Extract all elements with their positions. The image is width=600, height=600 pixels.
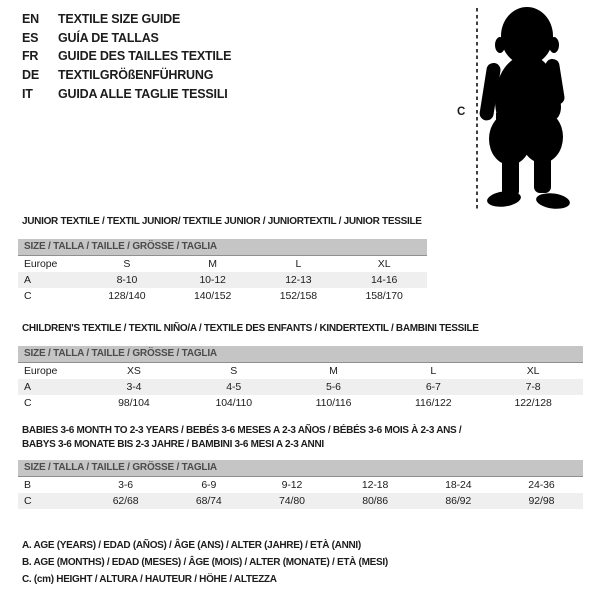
row-label: Europe [24,365,58,377]
language-row-de [22,66,231,85]
language-code: EN [22,12,39,26]
size-cell: L [430,365,437,377]
row-label: C [24,397,32,409]
height-cell: 140/152 [193,290,232,302]
junior-table-title: JUNIOR TEXTILE / TEXTIL JUNIOR/ TEXTILE JUNIOR / JUNIORTEXTIL / JUNIOR TESSILE [22,216,422,227]
table-row [18,493,583,509]
age-cell: 4-5 [226,381,242,393]
row-label: A [24,381,31,393]
height-cell: 152/158 [279,290,317,302]
age-cell: 6-9 [201,479,217,491]
babies-table [18,460,583,509]
height-cell: 80/86 [362,495,388,507]
babies-title-line1: BABIES 3-6 MONTH TO 2-3 YEARS / BEBÉS 3-6 MESES A 2-3 AÑOS / BÉBÉS 3-6 MOIS À 2-3 ANS / [22,425,462,436]
size-cell: S [123,258,131,270]
size-header-bar: SIZE / TALLA / TAILLE / GRÖSSE / TAGLIA [18,346,583,363]
row-label: A [24,274,31,286]
table-row [18,272,427,288]
height-cell: 62/68 [112,495,139,507]
baby-silhouette-icon [478,5,596,211]
footnote-age-months: B. AGE (MONTHS) / EDAD (MESES) / ÂGE (MOIS) / ALTER (MONATE) / ETÀ (MESI) [22,557,388,568]
language-title: TEXTILE SIZE GUIDE [58,12,181,26]
age-cell: 3-4 [126,381,142,393]
row-label: B [24,479,31,491]
table-row [18,256,427,272]
height-cell: 158/170 [365,290,403,302]
row-label: C [24,495,32,507]
height-cell: 86/92 [445,495,472,507]
language-row-it [22,85,231,104]
babies-title-line2: BABYS 3-6 MONATE BIS 2-3 JAHRE / BAMBINI 3-6 MESI A 2-3 ANNI [22,439,324,450]
row-label: Europe [24,258,58,270]
junior-textile-section [18,216,583,304]
size-header-bar: SIZE / TALLA / TAILLE / GRÖSSE / TAGLIA [18,239,427,256]
row-label: C [24,290,32,302]
language-title: TEXTILGRÖßENFÜHRUNG [58,68,214,83]
junior-table [18,239,427,304]
language-title: GUIDE DES TAILLES TEXTILE [58,49,232,64]
size-cell: M [208,258,217,270]
height-cell: 74/80 [279,495,305,507]
babies-table-title [22,424,583,452]
height-cell: 92/98 [528,495,555,507]
table-row [18,395,583,411]
language-code: ES [22,30,39,45]
size-cell: XL [526,365,540,377]
age-cell: 6-7 [425,381,441,393]
language-row-en [22,10,231,29]
size-cell: XS [126,365,141,377]
footnote-height: C. (cm) HEIGHT / ALTURA / HAUTEUR / HÖHE / ALTEZZA [22,574,277,585]
age-cell: 18-24 [445,479,472,491]
height-cell: 104/110 [215,397,252,409]
size-tables [18,216,583,588]
age-cell: 3-6 [118,479,134,491]
age-cell: 5-6 [326,381,341,393]
height-cell: 110/116 [315,397,352,409]
size-header-bar: SIZE / TALLA / TAILLE / GRÖSSE / TAGLIA [18,460,583,477]
height-cell: 116/122 [415,397,452,409]
language-code: IT [22,86,33,101]
babies-textile-section [18,424,583,509]
language-title: GUÍA DE TALLAS [58,30,159,45]
table-row [18,379,583,395]
age-cell: 24-36 [528,479,555,491]
children-table-title: CHILDREN'S TEXTILE / TEXTIL NIÑO/A / TEXTILE DES ENFANTS / KINDERTEXTIL / BAMBINI TESSILE [22,323,479,334]
language-title-list [22,10,231,104]
table-row [18,363,583,379]
language-title: GUIDA ALLE TAGLIE TESSILI [58,86,228,101]
age-cell: 12-13 [285,274,312,286]
language-row-es [22,29,231,48]
size-cell: L [295,258,302,270]
height-measure-label: C [457,106,466,118]
age-cell: 14-16 [370,274,398,286]
height-cell: 122/128 [514,397,552,409]
language-code: FR [22,49,39,64]
table-row [18,477,583,493]
age-cell: 9-12 [281,479,303,491]
age-cell: 10-12 [199,274,226,286]
children-table [18,346,583,411]
footnote-age-years: A. AGE (YEARS) / EDAD (AÑOS) / ÂGE (ANS) / ALTER (JAHRE) / ETÀ (ANNI) [22,540,361,551]
baby-silhouette-shape [479,7,571,211]
height-cell: 98/104 [118,397,150,409]
age-cell: 12-18 [361,479,389,491]
height-cell: 68/74 [195,495,222,507]
children-textile-section [18,323,583,411]
size-cell: S [230,365,238,377]
age-cell: 7-8 [525,381,541,393]
height-cell: 128/140 [108,290,146,302]
table-row [18,288,427,304]
legend-footnotes [22,537,583,588]
age-cell: 8-10 [116,274,138,286]
size-cell: XL [377,258,391,270]
size-cell: M [329,365,338,377]
language-code: DE [22,68,39,83]
language-row-fr [22,47,231,66]
